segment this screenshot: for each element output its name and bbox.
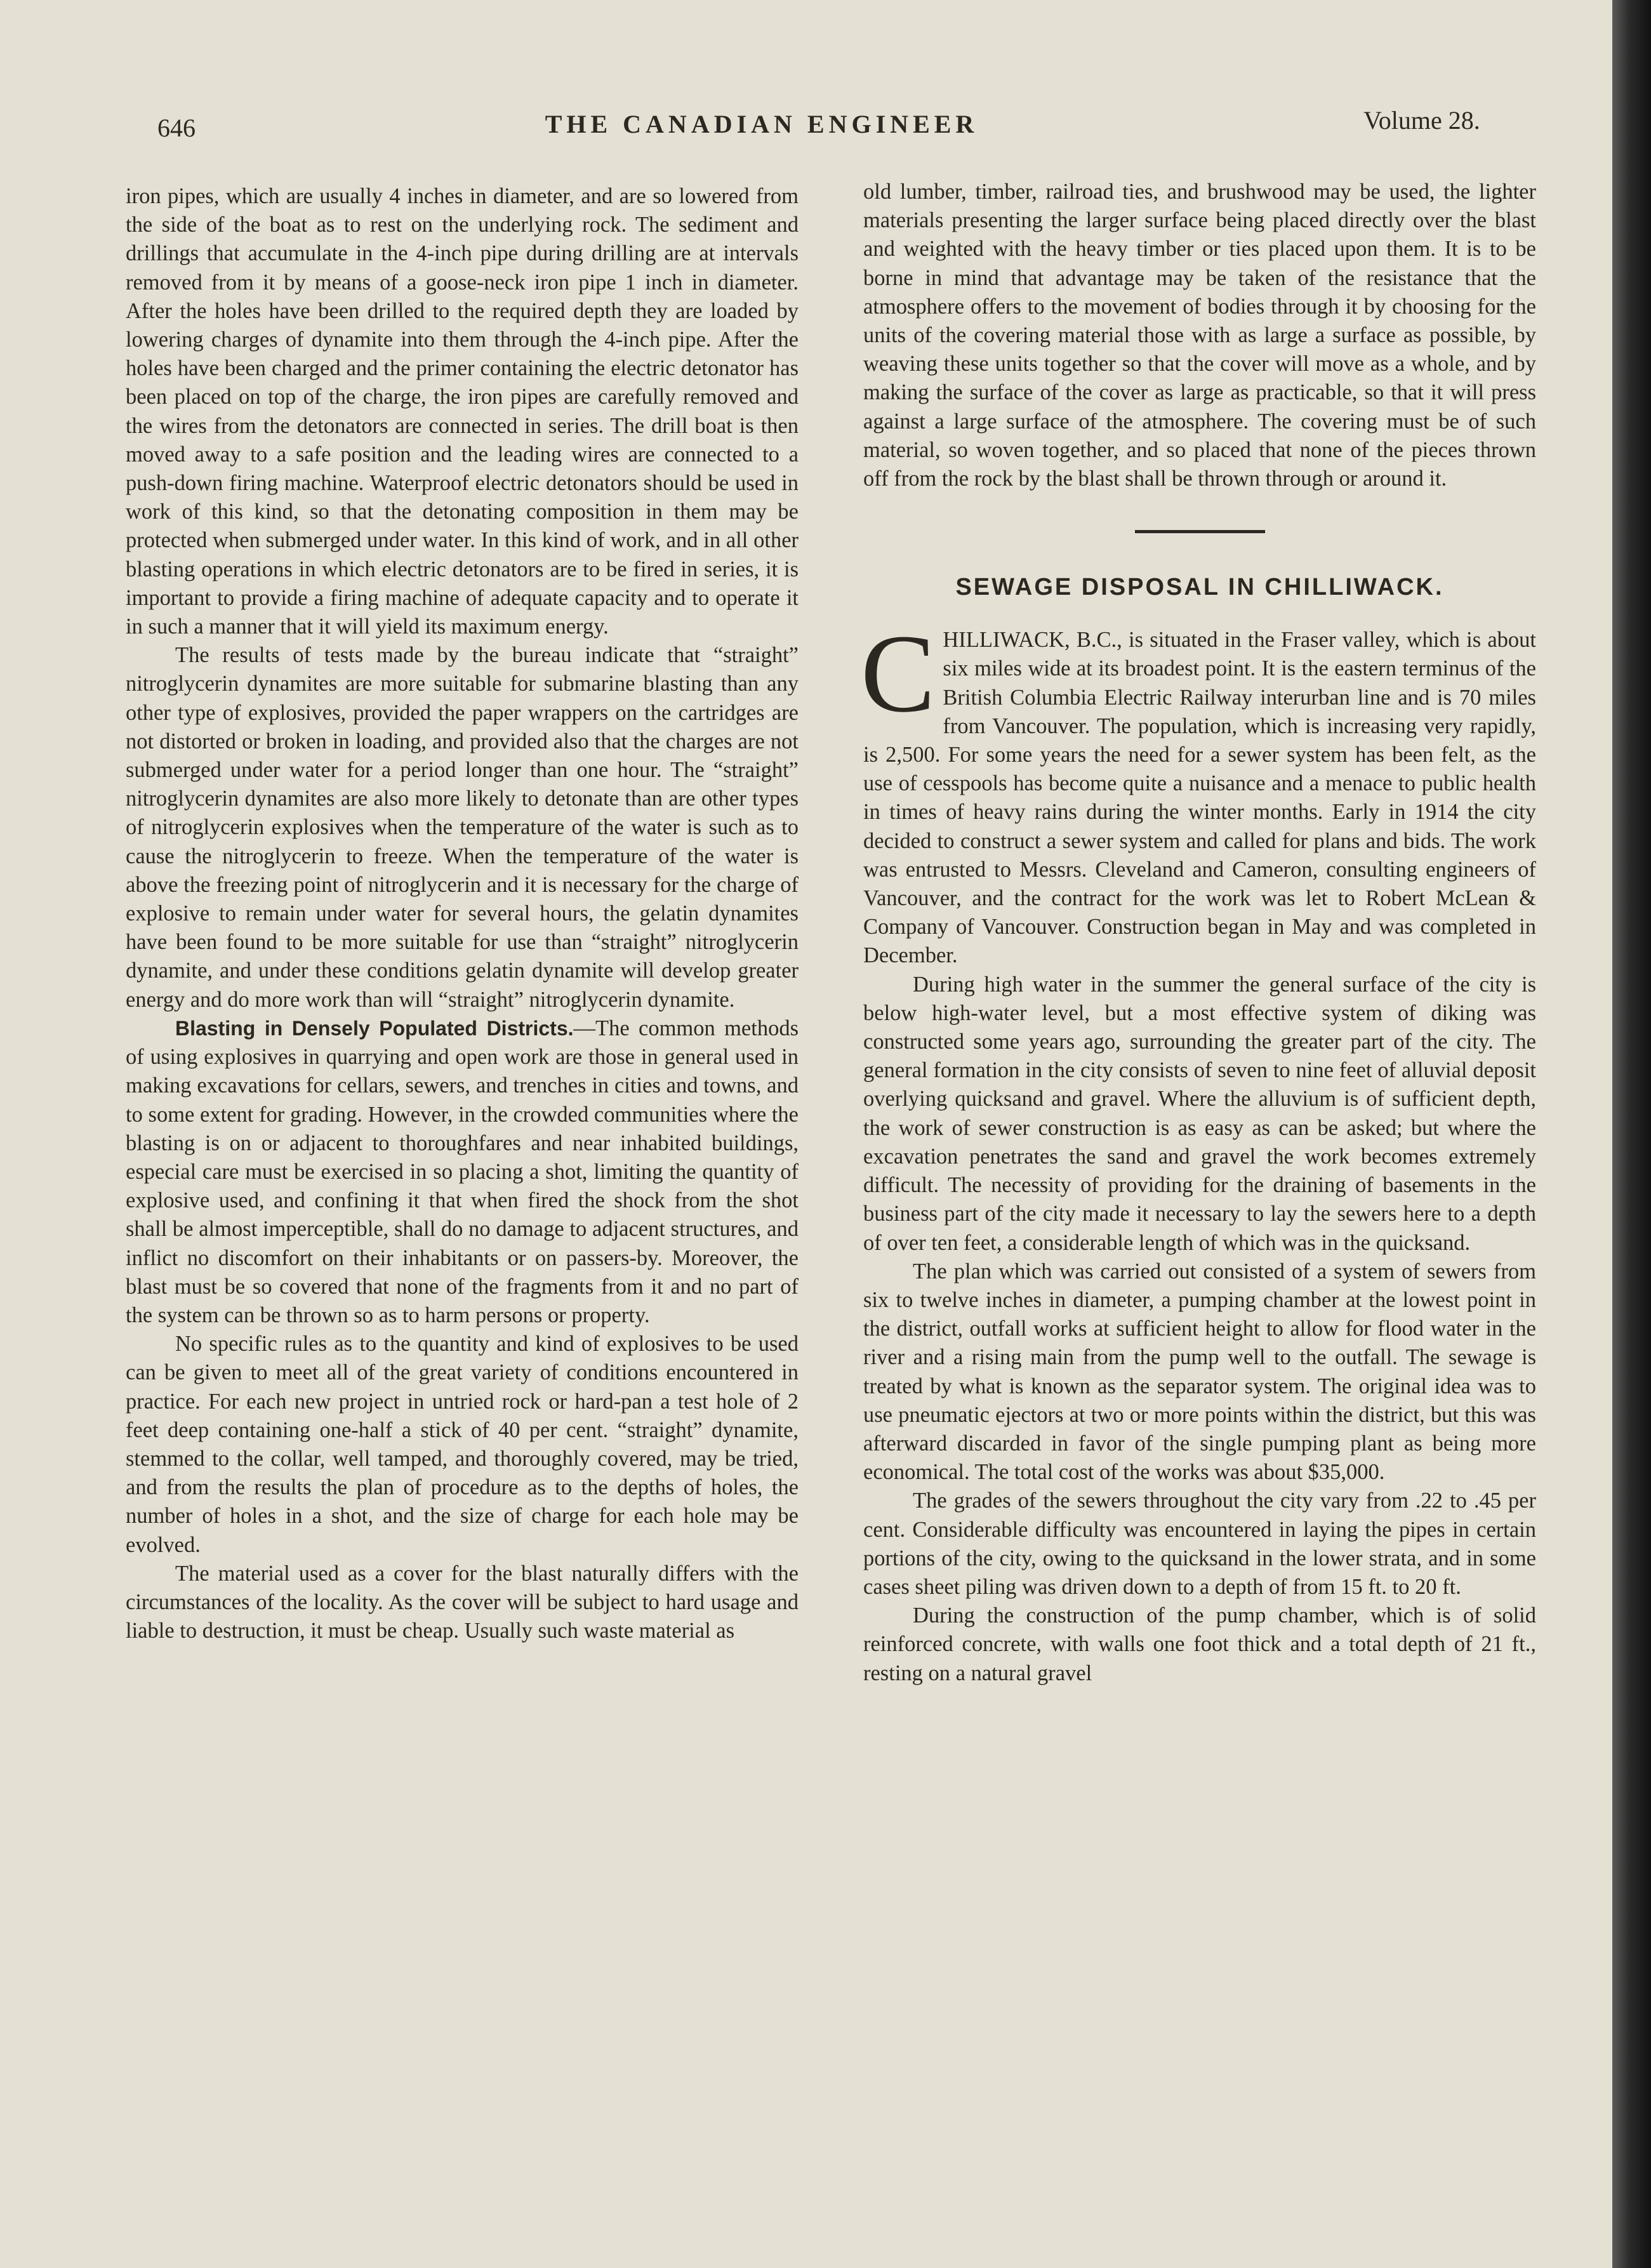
drop-cap: C	[861, 612, 936, 736]
left-column	[126, 182, 799, 1645]
paragraph	[126, 1014, 799, 1330]
page-number: 646	[157, 114, 196, 142]
paragraph	[861, 612, 1536, 970]
paragraph: old lumber, timber, railroad ties, and brushwood may be used, the lighter materials presenting the larger surface being placed directly over the blast and weighted with the heavy timber or ties placed upon them. It is to be borne in mind that advantage may be taken of the resistance that the atmosphere offers to the movement of bodies through it by choosing for the units of the covering material those with as large a surface as possible, by weaving these units together so that the cover will move as a whole, and by making the surface of the cover as large as practicable, so that it will press against a large surface of the atmosphere. The covering must be of such material, so woven together, and so placed that none of the pieces thrown off from the rock by the blast shall be thrown through or around it.	[863, 180, 1536, 491]
paragraph: During the construction of the pump chamber, which is of solid reinforced concrete, with walls one foot thick and a total depth of 21 ft., resting on a natural gravel	[863, 1603, 1536, 1685]
book-spine	[1612, 0, 1651, 2268]
section-divider	[1135, 530, 1265, 533]
paragraph: iron pipes, which are usually 4 inches in diameter, and are so lowered from the side of the boat as to rest on the underlying rock. The sediment and drillings that accumulate in the 4-inch pipe during drilling are at intervals removed from it by means of a goose-neck iron pipe 1 inch in diameter. After the holes have been drilled to the required depth they are loaded by lowering charges of dynamite into them through the 4-inch pipe. After the holes have been charged and the primer containing the electric detonator has been placed on top of the charge, the iron pipes are carefully removed and the wires from the detonators are connected in series. The drill boat is then moved away to a safe position and the leading wires are connected to a push-down firing machine. Waterproof electric detonators should be used in work of this kind, so that the detonating composition in them may be protected when submerged under water. In this kind of work, and in all other blasting operations in which electric detonators are to be fired in series, it is important to provide a firing machine of adequate capacity and to operate it in such a manner that it will yield its maximum energy.	[126, 184, 799, 639]
section-heading: Blasting in Densely Populated Districts.	[175, 1016, 574, 1040]
paragraph: The results of tests made by the bureau indicate that “straight” nitroglycerin dynamites are more suitable for submarine blasting than any other type of explosives, provided the paper wrappers on the cartridges are not distorted or broken in loading, and provided also that the charges are not submerged under water for a period longer than one hour. The “straight” nitroglycerin dynamites are also more likely to detonate than are other types of nitroglycerin explosives when the temperature of the water is such as to cause the nitroglycerin to freeze. When the temperature of the water is above the freezing point of nitroglycerin and it is necessary for the charge of explosive to remain under water for several hours, the gelatin dynamites have been found to be more suitable for use than “straight” nitroglycerin dynamite, and under these conditions gelatin dynamite will develop greater energy and do more work than will “straight” nitroglycerin dynamite.	[126, 643, 799, 1012]
right-column	[863, 178, 1536, 1688]
paragraph: The grades of the sewers throughout the city vary from .22 to .45 per cent. Considerable difficulty was encountered in laying the pipes in certain portions of the city, owing to the quicksand in the lower strata, and in some cases sheet piling was driven down to a depth of from 15 ft. to 20 ft.	[863, 1489, 1536, 1599]
volume-label: Volume 28.	[1363, 106, 1480, 135]
paragraph: The plan which was carried out consisted of a system of sewers from six to twelve inches in diameter, a pumping chamber at the lowest point in the district, outfall works at sufficient height to allow for flood water in the river and a rising main from the pump well to the outfall. The sewage is treated by what is known as the separator system. The original idea was to use pneumatic ejectors at two or more points within the district, but this was afterward discarded in favor of the single pumping plant as being more economical. The total cost of the works was about $35,000.	[863, 1259, 1536, 1485]
paragraph-text: HILLIWACK, B.C., is situated in the Fraser valley, which is about six miles wide at its broadest point. It is the eastern terminus of the British Columbia Electric Railway interurban line and is 70 miles from Vancouver. The population, which is increasing very rapidly, is 2,500. For some years the need for a sewer system has been felt, as the use of cesspools has become quite a nuisance and a menace to public health in times of heavy rains during the winter months. Early in 1914 the city decided to construct a sewer system and called for plans and bids. The work was entrusted to Messrs. Cleveland and Cameron, consulting engineers of Vancouver, and the contract for the work was let to Robert McLean & Company of Vancouver. Construction began in May and was completed in December.	[863, 628, 1536, 968]
paragraph: No specific rules as to the quantity and kind of explosives to be used can be given to meet all of the great variety of conditions encountered in practice. For each new project in untried rock or hard-pan a test hole of 2 feet deep containing one-half a stick of 40 per cent. “straight” dynamite, stemmed to the collar, well tamped, and thoroughly covered, may be tried, and from the results the plan of procedure as to the depths of holes, the number of holes in a shot, and the size of charge for each hole may be evolved.	[126, 1332, 799, 1557]
running-header	[0, 95, 1612, 146]
article-title: SEWAGE DISPOSAL IN CHILLIWACK.	[955, 574, 1444, 601]
journal-title: THE CANADIAN ENGINEER	[545, 110, 979, 138]
paragraph-text: —The common methods of using explosives in quarrying and open work are those in general used in making excavations for cellars, sewers, and trenches in cities and towns, and to some extent for grading. However, in the crowded communities where the blasting is on or adjacent to thoroughfares and near inhabited buildings, especial care must be exercised in so placing a shot, limiting the quantity of explosive used, and confining it that when fired the shock from the shot shall be almost imperceptible, shall do no damage to adjacent structures, and inflict no discomfort on their inhabitants or on passers-by. Moreover, the blast must be so covered that none of the fragments from it and no part of the system can be thrown so as to harm persons or property.	[126, 1016, 799, 1327]
paragraph: The material used as a cover for the blast naturally differs with the circumstances of the locality. As the cover will be subject to hard usage and liable to destruction, it must be cheap. Usually such waste material as	[126, 1561, 799, 1643]
paragraph: During high water in the summer the general surface of the city is below high-water level, but a most effective system of diking was constructed some years ago, surrounding the greater part of the city. The general formation in the city consists of seven to nine feet of alluvial deposit overlying quicksand and gravel. Where the alluvium is of sufficient depth, the work of sewer construction is as easy as can be asked; but where the excavation penetrates the sand and gravel the work becomes extremely difficult. The necessity of providing for the draining of basements in the business part of the city made it necessary to lay the sewers here to a depth of over ten feet, a considerable length of which was in the quicksand.	[863, 972, 1536, 1255]
